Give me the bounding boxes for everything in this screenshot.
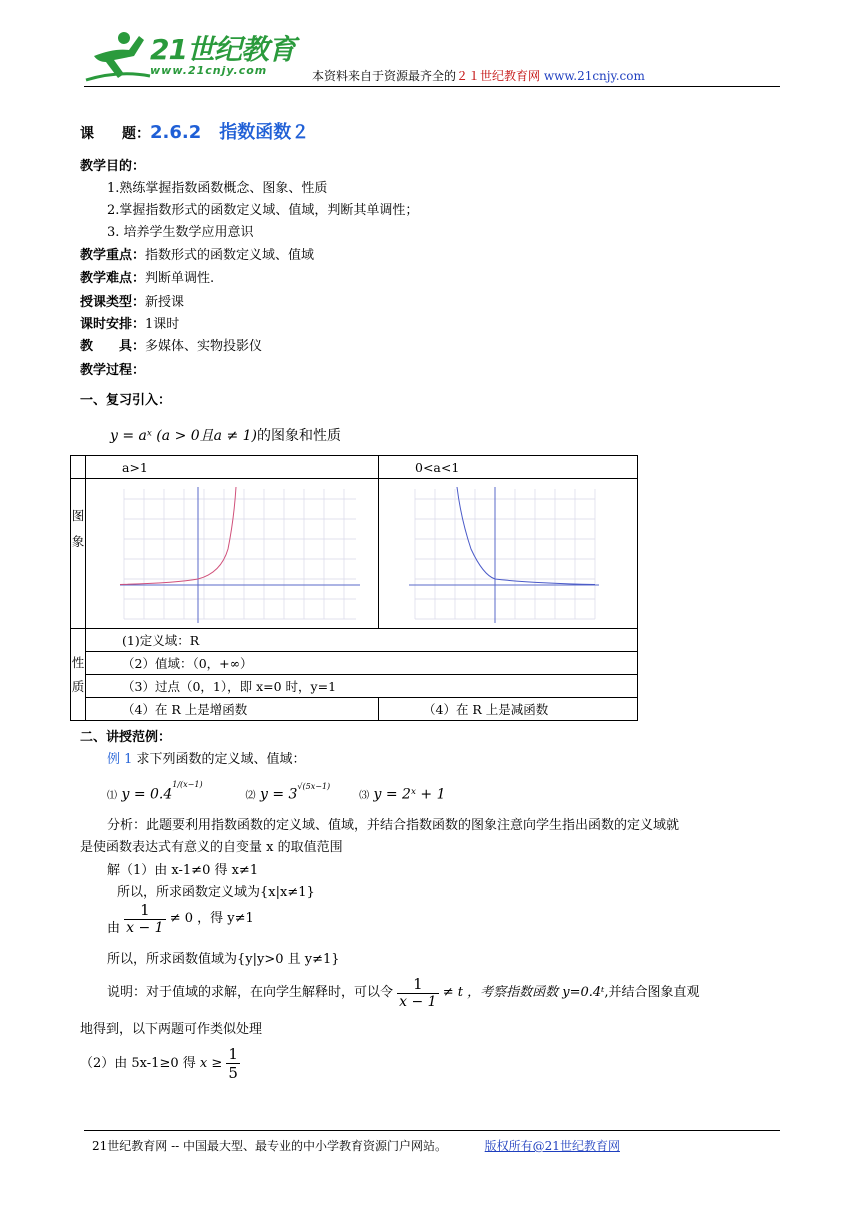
review-formula: y = aˣ (a > 0且a ≠ 1)的图象和性质 — [110, 428, 341, 444]
header-link[interactable]: www.21cnjy.com — [543, 69, 645, 83]
prop-range: （2）值域：（0，+∞） — [86, 652, 638, 675]
note-line: 地得到，以下两题可作类似处理 — [80, 1022, 263, 1037]
example-functions: ⑴ $y = 0.4^{1/(x-1)}$ ⑵ $y = 3^{√(5x-1)}$ ⑶ y = 2ˣ + 1 — [107, 780, 446, 803]
meta-row: 教学难点：判断单调性. — [80, 271, 215, 286]
meta-row: 教 具：多媒体、实物投影仪 — [80, 339, 263, 354]
analysis-line: 是使函数表达式有意义的自变量 x 的取值范围 — [80, 840, 343, 855]
section-heading: 一、复习引入： — [80, 393, 172, 408]
footer-copyright-link[interactable]: 版权所有@21世纪教育网 — [484, 1139, 620, 1153]
exp-increasing-graph — [86, 479, 378, 625]
exp-decreasing-graph — [379, 479, 637, 625]
goal-item: 3. 培养学生数学应用意识 — [107, 225, 254, 240]
goals-heading: 教学目的： — [80, 159, 146, 174]
header-divider — [84, 86, 780, 87]
solution-line: 所以，所求函数值域为{y|y>0 且 y≠1} — [107, 952, 340, 967]
meta-row: 课时安排：1课时 — [80, 317, 180, 332]
solution-line: 由 $\frac{1}{x - 1}$ ≠ 0 ，得 y≠1 — [107, 901, 254, 936]
graph-decreasing — [379, 479, 638, 629]
properties-table — [70, 455, 638, 721]
analysis-line: 分析：此题要利用指数函数的定义域、值域，并结合指数函数的图象注意向学生指出函数的定义域就 — [107, 818, 680, 833]
solution-line: 所以，所求函数定义域为{x|x≠1} — [117, 885, 315, 900]
solution-line: 解（1）由 x-1≠0 得 x≠1 — [107, 863, 259, 878]
prop-decreasing: （4）在 R 上是减函数 — [379, 698, 638, 721]
header-a-lt-1: 0<a<1 — [379, 456, 638, 479]
props-label: 性质 — [71, 629, 86, 721]
process-heading: 教学过程： — [80, 363, 146, 378]
header-a-gt-1: a>1 — [86, 456, 379, 479]
runner-logo-icon — [84, 26, 154, 86]
section-heading: 二、讲授范例： — [80, 730, 172, 745]
page-title: 课 题：2.6.2 指数函数２ — [80, 122, 310, 143]
prop-point: （3）过点（0，1），即 x=0 时，y=1 — [86, 675, 638, 698]
logo-text: 21世纪教育 — [150, 33, 295, 66]
meta-row: 教学重点：指数形式的函数定义域、值域 — [80, 248, 315, 263]
prop-increasing: （4）在 R 上是增函数 — [86, 698, 379, 721]
footer-divider — [84, 1130, 780, 1131]
prop-domain: (1)定义域：R — [86, 629, 638, 652]
logo-url: www.21cnjy.com — [150, 64, 268, 77]
note-line: 说明：对于值域的求解，在向学生解释时，可以令 $\frac{1}{x - 1}$ ≠ t ，考察指数函数 y=0.4ᵗ,并结合图象直观 — [107, 975, 700, 1010]
graph-increasing — [86, 479, 379, 629]
header-note: 本资料来自于资源最齐全的２１世纪教育网 www.21cnjy.com — [312, 69, 645, 83]
solution-line: （2）由 5x-1≥0 得 x ≥ $\frac{1}{5}$ — [80, 1045, 238, 1082]
example-line: 例 1 求下列函数的定义域、值域： — [107, 752, 306, 767]
footer: 21世纪教育网 -- 中国最大型、最专业的中小学教育资源门户网站。 版权所有@21世纪教育网 — [92, 1139, 620, 1153]
graph-label: 图象 — [71, 479, 86, 629]
goal-item: 2.掌握指数形式的函数定义域、值域，判断其单调性； — [107, 203, 419, 218]
goal-item: 1.熟练掌握指数函数概念、图象、性质 — [107, 181, 328, 196]
meta-row: 授课类型：新授课 — [80, 295, 185, 310]
